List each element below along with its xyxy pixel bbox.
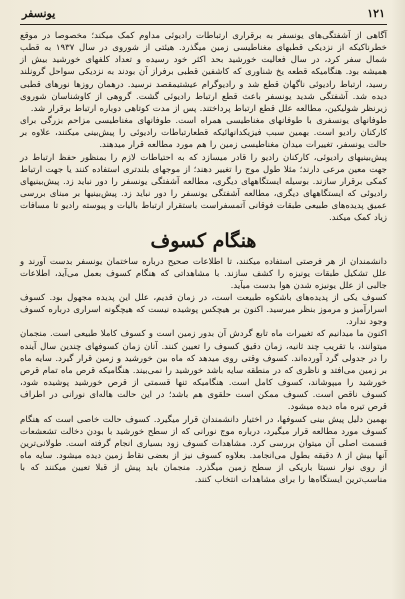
page-header <box>20 6 387 25</box>
section-heading: هنگام کسوف <box>150 229 257 252</box>
paragraph-magnetic-storms: طوفانهای یونسفری با طوفانهای مغناطیسی همراه است. طوفانهای مغناطیسی مزاحم بزرگی برای کارکنان رادیو است. بهمین سبب فیزیکدانهائیکه قطعارتباطات رادیوئی را پیش‌بینی میکنند، علاوه بر حالت یونسفر، تغییرات میدان مغناطیسی زمین را هم مورد مطالعه قرار میدهند. <box>20 116 387 151</box>
paragraph-scientists-opportunity: دانشمندان از هر فرصتی استفاده میکنند، تا اطلاعات صحیح درباره ساختمان یونسفر بدست آورند و علل تشکیل طبقات یونیزه را کشف سازند. با مشاهداتی که هنگام کسوف بعمل می‌آید، اطلاعات جالبی از علل یونیزه شدن هوا بدست میآید. <box>20 256 387 291</box>
paragraph-eclipse-prediction: اکنون ما میدانیم که تغییرات ماه تابع گردش آن بدور زمین است و کسوف کاملا طبیعی است. منجمان میتوانند، با تقریب چند ثانیه، زمان دقیق کسوف را تعیین کنند. آنان زمان کسوفهای چندین سال آینده را در جدولی گرد آورده‌اند. کسوف وقتی روی میدهد که ماه بین خورشید و زمین قرار گیرد. سایه ماه بر زمین می‌افتد و ناظری که در منطقه سایه باشد خورشید را نمی‌بیند. هنگامیکه قرص ماه تمام قرص خورشید را میپوشاند، کسوف کامل است. هنگامیکه تنها قسمتی از قرص خورشید پوشیده شود، کسوف ناقص است. کسوف ممکن است حلقوی هم باشد؛ در این حالت هاله‌ای نورانی در اطراف قرص تیره ماه دیده میشود. <box>20 329 387 413</box>
page-edge-shadow <box>391 0 405 599</box>
paragraph-eclipse-phenomenon: کسوف یکی از پدیده‌های باشکوه طبیعت است، در زمان قدیم، علل این پدیده مجهول بود. کسوف اسرارآمیز و مرموز بنظر میرسید. اکنون بر هیچکس پوشیده نیست که هیچگونه اسراری درباره کسوف وجود ندارد. <box>20 292 387 328</box>
paragraph-ionosphere-disturbance: آگاهی از آشفتگی‌های یونسفر به برقراری ارتباطات رادیوئی مداوم کمک میکند؛ مخصوصا در موقع خطرناکیکه از نزدیکی قطبهای مغناطیسی زمین میگذرد. هیئتی از شوروی در سال ۱۹۳۷ به قطب شمال سفر کرد، در سال فعالیت خورشید بحد اکثر خود رسیده و تعداد کلفهای خورشید بیش از همیشه بود. هنگامیکه قطعه یخ شناوری که کاشفین قطبی برفراز آن بودند به نزدیکی سواحل گرونلند رسید، ارتباط رادیوئی ناگهان قطع شد و رادیوگرام عیشتیمقصد نرسید. درهمان روزها نورهای قطبی دیده شد. آشفتگی شدید یونسفر باعث قطع ارتباط رادیوئی گشت. گروهی از کاوشناسان شوروی زیرنظر شولیکین، مطالعه علل قطع ارتباط پرداختند. پس از مدت کوتاهی دوباره ارتباط برقرار شد. <box>20 31 387 114</box>
paragraph-radio-forecasts: پیش‌بینیهای رادیوئی، کارکنان رادیو را قادر میسازد که به احتیاطات لازم را بمنظور حفظ ارتباط در جهت معین مرعی دارند؛ مثلا طول موج را تغییر دهند؛ از موجهای بلندتری استفاده کنند یا جهت ارتباط کمکی برقرار سازند. بوسیله ایستگاههای دیگری، مطالعه آشفتگی یونسفر را دور نباید زد. پیش‌بینیهای رادیوئی که ایستگاههای دیگری، مطالعه آشفتگی یونسفر را دور نباید زد. پیش‌بینیها بر مبنای بررسی عمیق پدیده‌های طبیعی طبقات فوقانی آتمسفراست باستقرار ارتباط بالیات و پیوسته رادیو تا مسافات زیاد کمک میکند. <box>20 152 387 224</box>
paragraph-eclipse-observation: بهمین دلیل پیش بینی کسوفها، در اختیار دانشمندان قرار میگیرد. کسوف حالت خاصی است که هنگام کسوف مورد مطالعه قرار میگیرد، درباره موج نورانی که از سطح خورشید با بودن دخالت تشعشعات قسمت اصلی آن میتوان بررسی کرد. مشاهدات کسوف زود بسیاری انجام گرفته است. طولانی‌ترین آنها بیش از ۸ دقیقه بطول می‌انجامد. بعلاوه کسوف نیز از بعضی نقاط زمین دیده میشود. سایه ماه از روی نوار نسبتا باریکی از سطح زمین میگذرد. منجمان باید پیش از قبلا تعیین میکنند که با مناسب‌ترین ایستگاه‌ها را برای مشاهدات انتخاب کنند. <box>20 414 387 486</box>
page-number: ۱۲۱ <box>367 7 385 20</box>
running-title: یونسفر <box>22 7 56 20</box>
